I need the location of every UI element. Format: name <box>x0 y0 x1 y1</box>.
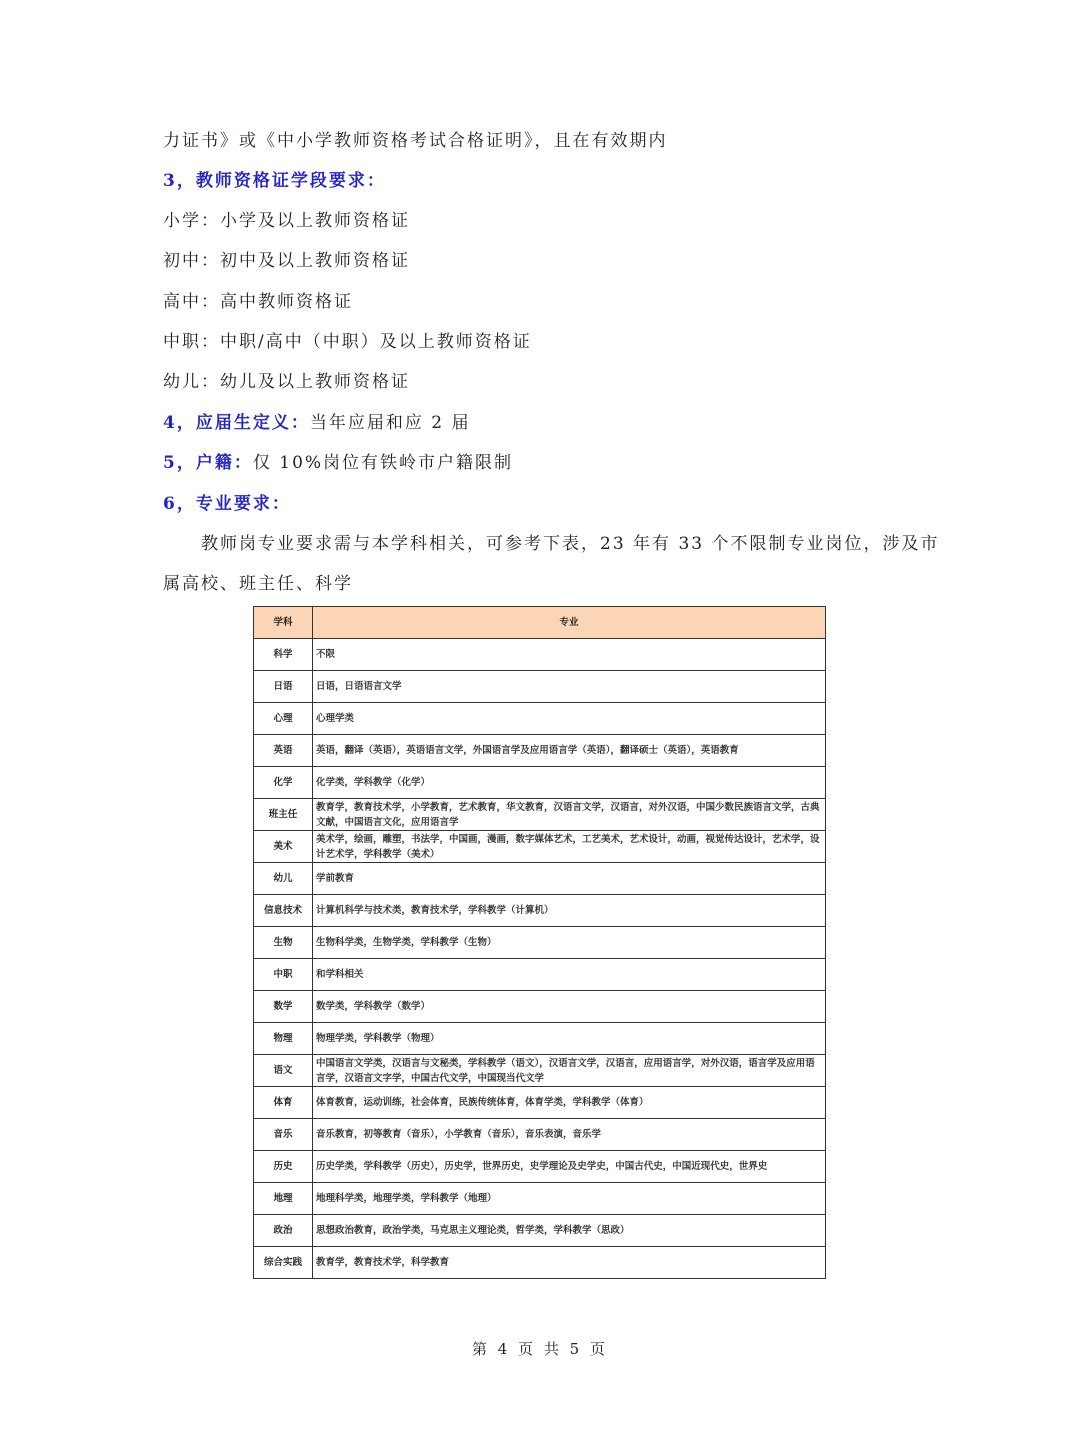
major-cell: 体育教育，运动训练，社会体育，民族传统体育，体育学类，学科教学（体育） <box>313 1087 826 1119</box>
cert-junior: 初中：初中及以上教师资格证 <box>163 251 410 271</box>
page-footer: 第 4 页 共 5 页 <box>472 1340 608 1358</box>
subject-cell: 体育 <box>254 1087 313 1119</box>
table-row <box>254 895 826 927</box>
major-cell: 学前教育 <box>313 863 826 895</box>
subject-cell: 语文 <box>254 1055 313 1087</box>
graduate-definition-text: 当年应届和应 2 届 <box>309 413 471 433</box>
subject-cell: 幼儿 <box>254 863 313 895</box>
table-row <box>254 1183 826 1215</box>
major-cell: 中国语言文学类，汉语言与文秘类，学科教学（语文），汉语言文学，汉语言，应用语言学，对外汉语，语言学及应用语言学，汉语言文字学，中国古代文学，中国现当代文学 <box>313 1055 826 1087</box>
major-cell: 计算机科学与技术类，教育技术学，学科教学（计算机） <box>313 895 826 927</box>
table-row <box>254 1055 826 1087</box>
subject-cell: 历史 <box>254 1151 313 1183</box>
header-subject: 学科 <box>254 607 313 639</box>
major-cell: 音乐教育，初等教育（音乐），小学教育（音乐），音乐表演，音乐学 <box>313 1119 826 1151</box>
subject-cell: 信息技术 <box>254 895 313 927</box>
subject-cell: 美术 <box>254 831 313 863</box>
subject-cell: 化学 <box>254 767 313 799</box>
cert-senior: 高中：高中教师资格证 <box>163 292 353 312</box>
table-row <box>254 927 826 959</box>
major-cell: 英语，翻译（英语），英语语言文学，外国语言学及应用语言学（英语），翻译硕士（英语），英语教育 <box>313 735 826 767</box>
major-intro-line1: 教师岗专业要求需与本学科相关，可参考下表，23 年有 33 个不限制专业岗位，涉及市 <box>201 534 940 554</box>
major-cell: 不限 <box>313 639 826 671</box>
table-header-row <box>254 607 826 639</box>
heading-major-requirements: 6，专业要求： <box>163 494 291 514</box>
table-row <box>254 799 826 831</box>
table-row <box>254 703 826 735</box>
major-cell: 地理科学类，地理学类，学科教学（地理） <box>313 1183 826 1215</box>
major-cell: 美术学，绘画，雕塑，书法学，中国画，漫画，数字媒体艺术，工艺美术，艺术设计，动画，视觉传达设计，艺术学，设计艺术学，学科教学（美术） <box>313 831 826 863</box>
subject-cell: 综合实践 <box>254 1247 313 1279</box>
table-row <box>254 1151 826 1183</box>
subject-cell: 日语 <box>254 671 313 703</box>
subject-cell: 心理 <box>254 703 313 735</box>
table-row <box>254 959 826 991</box>
table-row <box>254 1119 826 1151</box>
cert-vocational: 中职：中职/高中（中职）及以上教师资格证 <box>163 332 532 352</box>
subject-cell: 政治 <box>254 1215 313 1247</box>
table-row <box>254 991 826 1023</box>
major-cell: 教育学，教育技术学，小学教育，艺术教育，华文教育，汉语言文学，汉语言，对外汉语，中国少数民族语言文学，古典文献，中国语言文化，应用语言学 <box>313 799 826 831</box>
table-row <box>254 1087 826 1119</box>
heading-graduate-definition <box>163 408 470 433</box>
major-cell: 日语，日语语言文学 <box>313 671 826 703</box>
graduate-definition-label: 4，应届生定义： <box>163 413 310 433</box>
household-label: 5，户籍： <box>163 453 253 473</box>
major-cell: 数学类，学科教学（数学） <box>313 991 826 1023</box>
subject-cell: 科学 <box>254 639 313 671</box>
paragraph-cert-continuation: 力证书》或《中小学教师资格考试合格证明》，且在有效期内 <box>163 131 668 151</box>
table-row <box>254 671 826 703</box>
subject-cell: 英语 <box>254 735 313 767</box>
subject-cell: 物理 <box>254 1023 313 1055</box>
subject-cell: 地理 <box>254 1183 313 1215</box>
major-cell: 思想政治教育，政治学类，马克思主义理论类，哲学类，学科教学（思政） <box>313 1215 826 1247</box>
major-cell: 化学类，学科教学（化学） <box>313 767 826 799</box>
cert-kindergarten: 幼儿：幼儿及以上教师资格证 <box>163 372 410 392</box>
major-cell: 和学科相关 <box>313 959 826 991</box>
cert-primary: 小学：小学及以上教师资格证 <box>163 211 410 231</box>
major-requirements-table <box>253 606 826 1279</box>
heading-household <box>163 448 513 473</box>
subject-cell: 数学 <box>254 991 313 1023</box>
subject-cell: 中职 <box>254 959 313 991</box>
table-row <box>254 735 826 767</box>
major-cell: 生物科学类，生物学类，学科教学（生物） <box>313 927 826 959</box>
major-cell: 教育学，教育技术学，科学教育 <box>313 1247 826 1279</box>
subject-cell: 音乐 <box>254 1119 313 1151</box>
table-row <box>254 831 826 863</box>
major-cell: 心理学类 <box>313 703 826 735</box>
table-row <box>254 1215 826 1247</box>
table-row <box>254 1023 826 1055</box>
major-intro-line2: 属高校、班主任、科学 <box>163 574 353 594</box>
major-cell: 物理学类，学科教学（物理） <box>313 1023 826 1055</box>
subject-cell: 生物 <box>254 927 313 959</box>
household-text: 仅 10%岗位有铁岭市户籍限制 <box>252 453 514 473</box>
subject-cell: 班主任 <box>254 799 313 831</box>
table-row <box>254 767 826 799</box>
major-cell: 历史学类，学科教学（历史），历史学，世界历史，史学理论及史学史，中国古代史，中国近现代史，世界史 <box>313 1151 826 1183</box>
table-row <box>254 863 826 895</box>
header-major: 专业 <box>313 607 826 639</box>
table-row <box>254 639 826 671</box>
table-row <box>254 1247 826 1279</box>
heading-cert-stage: 3，教师资格证学段要求： <box>163 171 386 191</box>
